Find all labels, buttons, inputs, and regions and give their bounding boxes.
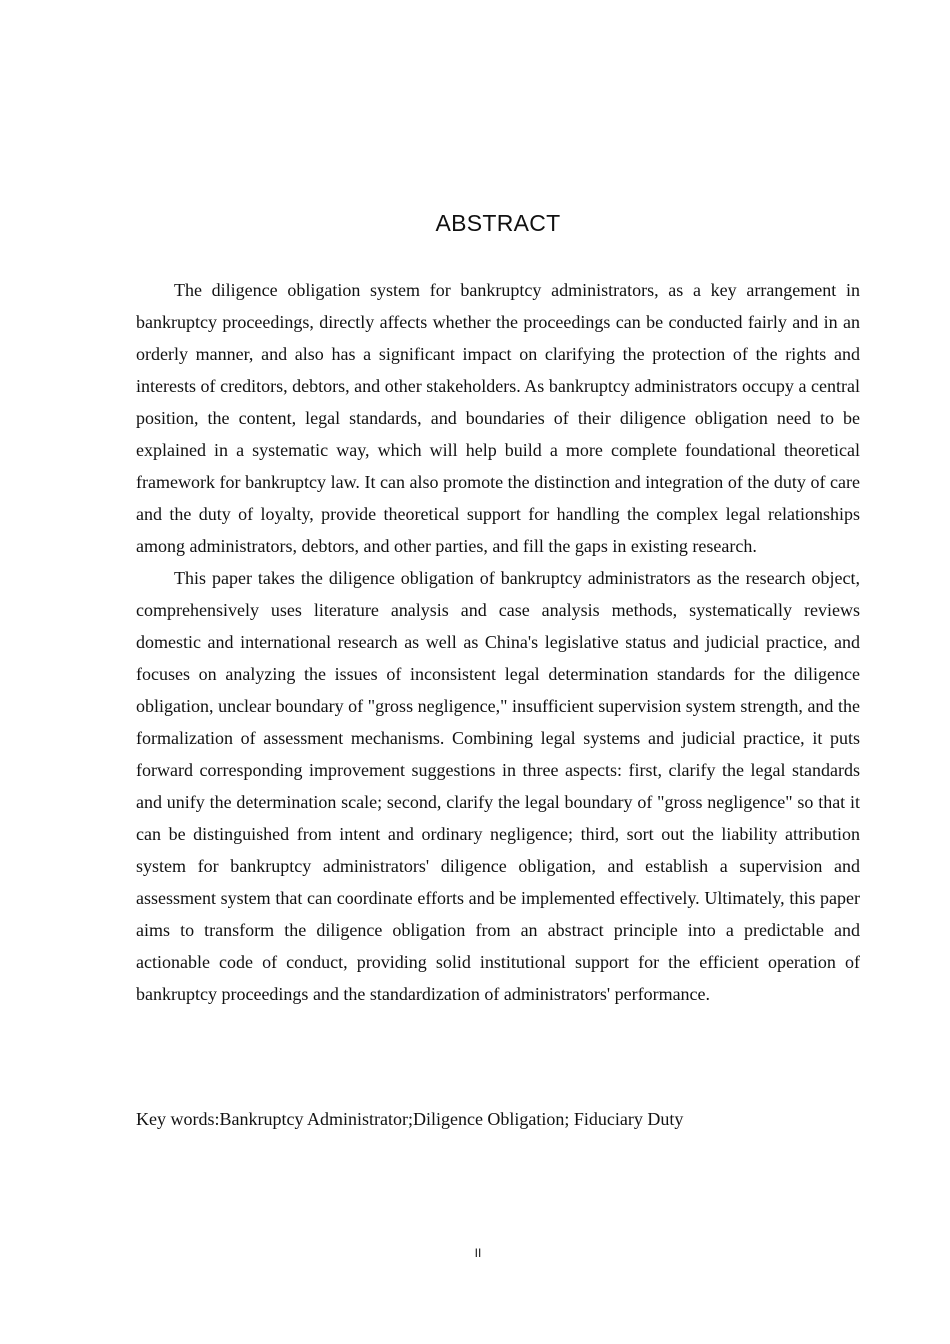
keywords-line: Key words:Bankruptcy Administrator;Diligence Obligation; Fiduciary Duty <box>136 1109 684 1129</box>
abstract-title: ABSTRACT <box>435 210 561 236</box>
page-number: II <box>474 1246 482 1260</box>
abstract-paragraph-2: This paper takes the diligence obligation of bankruptcy administrators as the research object, comprehensively uses literature analysis and case analysis methods, systematically reviews domestic and international research as well as China's legislative status and judicial practice, and focuses on analyzing the issues of inconsistent legal determination standards for the diligence obligation, unclear boundary of "gross negligence," insufficient supervision system strength, and the formalization of assessment mechanisms. Combining legal systems and judicial practice, it puts forward corresponding improvement suggestions in three aspects: first, clarify the legal standards and unify the determination scale; second, clarify the legal boundary of "gross negligence" so that it can be distinguished from intent and ordinary negligence; third, sort out the liability attribution system for bankruptcy administrators' diligence obligation, and establish a supervision and assessment system that can coordinate efforts and be implemented effectively. Ultimately, this paper aims to transform the diligence obligation from an abstract principle into a predictable and actionable code of conduct, providing solid institutional support for the efficient operation of bankruptcy proceedings and the standardization of administrators' performance. <box>136 568 860 1004</box>
abstract-body <box>136 274 860 1010</box>
abstract-paragraph-1: The diligence obligation system for bankruptcy administrators, as a key arrangement in bankruptcy proceedings, directly affects whether the proceedings can be conducted fairly and in an orderly manner, and also has a significant impact on clarifying the protection of the rights and interests of creditors, debtors, and other stakeholders. As bankruptcy administrators occupy a central position, the content, legal standards, and boundaries of their diligence obligation need to be explained in a systematic way, which will help build a more complete foundational theoretical framework for bankruptcy law. It can also promote the distinction and integration of the duty of care and the duty of loyalty, provide theoretical support for handling the complex legal relationships among administrators, debtors, and other parties, and fill the gaps in existing research. <box>136 280 860 556</box>
